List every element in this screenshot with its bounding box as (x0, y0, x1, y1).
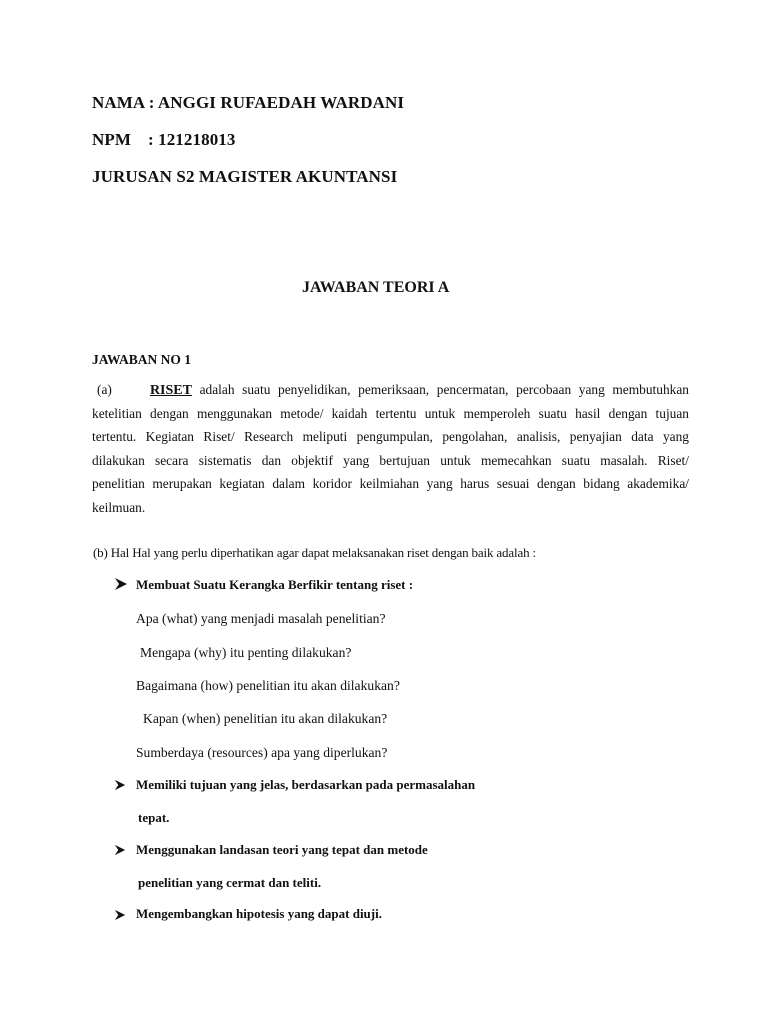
question-when: Kapan (when) penelitian itu akan dilakukan? (143, 711, 388, 726)
npm-label: NPM (92, 130, 132, 149)
part-a-line-text: adalah suatu penyelidikan, pemeriksaan, pencermatan, percobaan yang membutuhkan (199, 382, 689, 397)
question-how: Bagaimana (how) penelitian itu akan dilakukan? (136, 678, 400, 693)
part-a-line-4: dilakukan secara sistematis dan objektif yang bertujuan untuk memecahkan suatu masalah. Riset/ (92, 452, 689, 468)
bullet-1-text: Membuat Suatu Kerangka Berfikir tentang riset : (136, 577, 414, 592)
section-heading: JAWABAN NO 1 (92, 352, 192, 367)
bullet-3-text: Menggunakan landasan teori yang tepat dan metode (136, 842, 428, 857)
part-a-marker: (a) (97, 382, 112, 397)
document-title: JAWABAN TEORI A (302, 279, 450, 296)
arrow-bullet-icon (114, 844, 126, 856)
bullet-2-text: Memiliki tujuan yang jelas, berdasarkan pada permasalahan (136, 777, 476, 792)
riset-term: RISET (149, 383, 192, 398)
part-a-paragraph (92, 378, 689, 520)
bullet-2-continuation: tepat. (138, 810, 170, 825)
student-name: NAMA : ANGGI RUFAEDAH WARDANI (92, 93, 405, 112)
part-b-intro: (b) Hal Hal yang perlu diperhatikan agar dapat melaksanakan riset dengan baik adalah : (93, 545, 536, 560)
arrow-bullet-icon (114, 909, 126, 921)
bullet-3-continuation: penelitian yang cermat dan teliti. (138, 875, 322, 890)
arrow-bullet-icon (114, 779, 126, 791)
arrow-bullet-icon (114, 577, 128, 591)
part-a-line-2: ketelitian dengan menggunakan metode/ kaidah tertentu untuk memperoleh suatu hasil dengan tujuan (92, 405, 689, 421)
npm-value: : 121218013 (148, 130, 236, 149)
part-a-line-5: penelitian merupakan kegiatan dalam koridor keilmiahan yang harus sesuai dengan bidang akademika/ (92, 476, 689, 492)
part-a-line-6: keilmuan. (92, 499, 146, 515)
bullet-4-text: Mengembangkan hipotesis yang dapat diuji. (136, 906, 382, 921)
department: JURUSAN S2 MAGISTER AKUNTANSI (92, 167, 398, 186)
part-a-line-1 (92, 378, 689, 402)
question-why: Mengapa (why) itu penting dilakukan? (140, 645, 352, 660)
part-a-line-3: tertentu. Kegiatan Riset/ Research meliputi pengumpulan, pengolahan, analisis, penyajian data yang (92, 429, 689, 445)
question-resources: Sumberdaya (resources) apa yang diperlukan? (136, 745, 388, 760)
question-what: Apa (what) yang menjadi masalah penelitian? (136, 611, 386, 626)
